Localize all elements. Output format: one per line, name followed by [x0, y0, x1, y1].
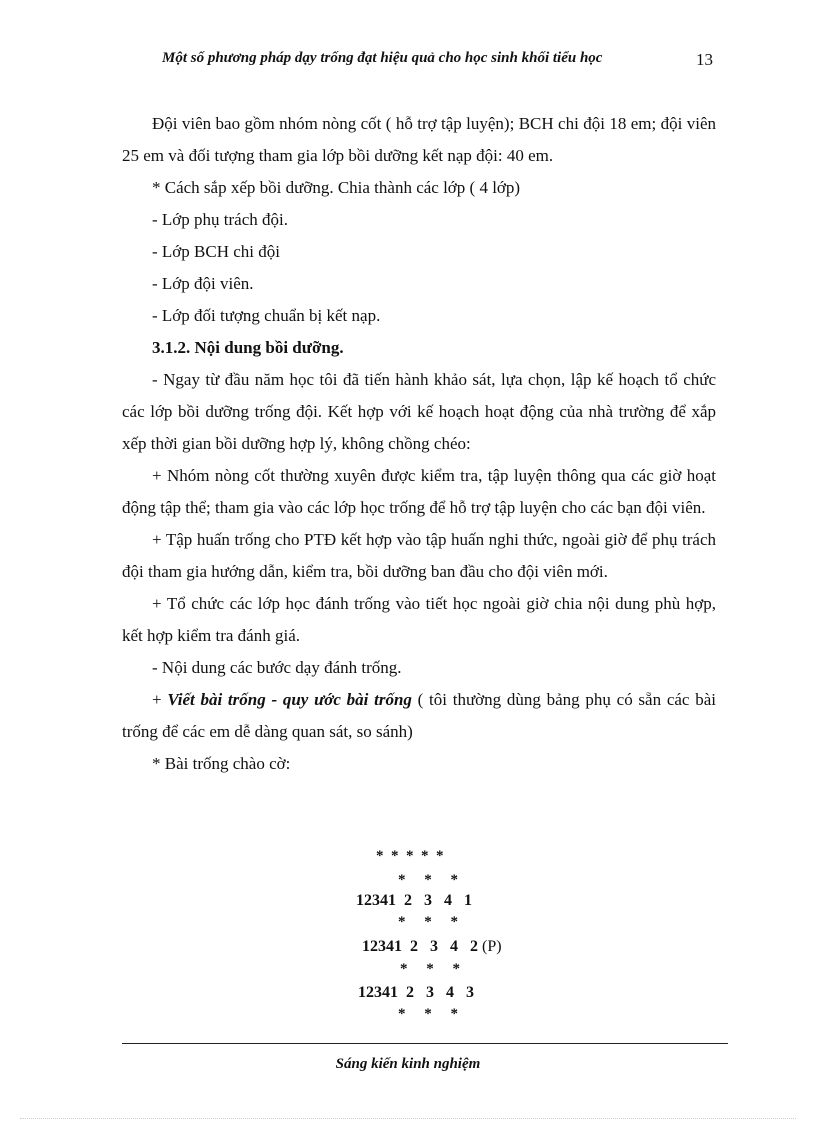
p12-bold-label: Viết bài trống - quy ước bài trống	[167, 690, 412, 709]
paragraph-core-group: + Nhóm nòng cốt thường xuyên được kiểm tra, tập luyện thông qua các giờ hoạt động tập thể; tham gia vào các lớp học trống để hỗ trợ tập luyện cho các bạn đội viên.	[122, 466, 716, 517]
footer-text: Sáng kiến kinh nghiệm	[335, 1056, 481, 1072]
paragraph-classes: + Tổ chức các lớp học đánh trống vào tiết học ngoài giờ chia nội dung phù hợp, kết hợp kiểm tra đánh giá.	[122, 594, 716, 645]
section-heading: 3.1.2. Nội dung bồi dưỡng.	[152, 338, 344, 357]
paragraph-flag-salute: * Bài trống chào cờ:	[152, 754, 291, 773]
drum-stars-row: * * *	[398, 872, 458, 888]
page-header	[120, 48, 720, 72]
paragraph-survey: - Ngay từ đầu năm học tôi đã tiến hành khảo sát, lựa chọn, lập kế hoạch tổ chức các lớp bồi dưỡng trống đội. Kết hợp với kế hoạch hoạt động của nhà trường để xắp xếp thời gian bồi dưỡng hợp lý, không chồng chéo:	[122, 370, 716, 453]
drum-line-2	[362, 938, 502, 956]
list-item-class-leaders: - Lớp phụ trách đội.	[152, 210, 288, 229]
drum-line-2-notes: 12341 2 3 4 2	[362, 938, 478, 955]
document-body	[122, 108, 716, 780]
list-item-class-candidates: - Lớp đối tượng chuẩn bị kết nạp.	[152, 306, 381, 325]
drum-stars-row: * * *	[398, 1006, 458, 1022]
list-item-class-bch: - Lớp BCH chi đội	[152, 242, 280, 261]
page-number: 13	[696, 50, 713, 69]
paragraph-training: + Tập huấn trống cho PTĐ kết hợp vào tập huấn nghi thức, ngoài giờ để phụ trách đội tham gia hướng dẫn, kiểm tra, bồi dưỡng ban đầu cho đội viên mới.	[122, 530, 716, 581]
drum-line-1: 12341 2 3 4 1	[356, 892, 472, 909]
paragraph-class-arrangement: * Cách sắp xếp bồi dưỡng. Chia thành các lớp ( 4 lớp)	[152, 178, 521, 197]
paragraph-steps: - Nội dung các bước dạy đánh trống.	[152, 658, 402, 677]
page-bottom-dotted-line	[20, 1118, 796, 1119]
footer-divider	[122, 1043, 728, 1044]
list-item-class-members: - Lớp đội viên.	[152, 274, 254, 293]
paragraph-team-members: Đội viên bao gồm nhóm nòng cốt ( hỗ trợ tập luyện); BCH chi đội 18 em; đội viên 25 em và đối tượng tham gia lớp bồi dưỡng kết nạp đội: 40 em.	[122, 114, 716, 165]
paragraph-write-drum	[122, 684, 716, 748]
p12-prefix: +	[152, 690, 168, 709]
drum-stars-row: * * *	[398, 914, 458, 930]
drum-line-2-suffix: (P)	[478, 938, 502, 955]
header-title: Một số phương pháp dạy trống đạt hiệu quả cho học sinh khối tiểu học	[162, 50, 603, 66]
p12-rest: ( tôi thường dùng bảng phụ có sẵn các bài trống để các em dễ dàng quan sát, so sánh)	[122, 690, 716, 741]
drum-stars-row: * * *	[400, 961, 460, 977]
drum-stars-top: * * * * *	[376, 848, 444, 864]
drum-line-3: 12341 2 3 4 3	[358, 984, 474, 1001]
